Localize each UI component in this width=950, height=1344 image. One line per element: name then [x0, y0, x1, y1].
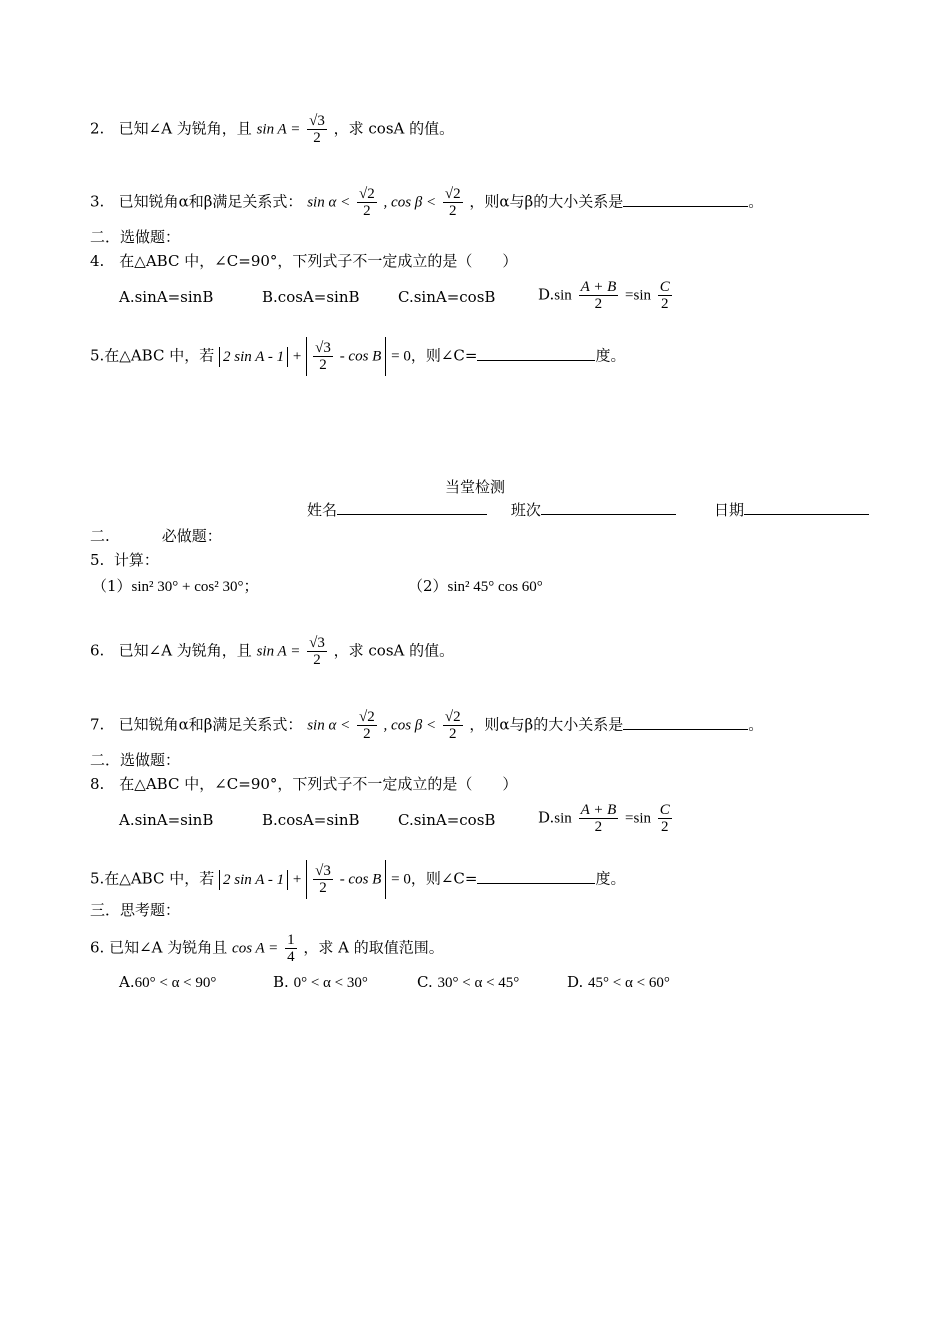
q3-frac1-den: 2: [357, 202, 377, 219]
section-required-text: 必做题：: [161, 527, 222, 545]
q6b-optA-expr: 60° < α < 90°: [134, 975, 217, 991]
q4-optD-den2: 2: [658, 295, 672, 312]
question-2: [90, 113, 454, 146]
q3-end: 。: [748, 192, 764, 211]
q6b-optD-expr: 45° < α < 60°: [588, 975, 670, 991]
q6b-option-a[interactable]: [119, 972, 216, 993]
q7-frac1-num: 2: [367, 709, 375, 725]
q6b-optC-expr: 30° < α < 45°: [437, 975, 520, 991]
q2-frac-den: 2: [307, 129, 327, 146]
q6b-optB-expr: 0° < α < 30°: [293, 975, 368, 991]
page-title: 当堂检测: [444, 478, 505, 496]
q6b-optC-label: C.: [417, 973, 433, 991]
q5a-answer-blank[interactable]: [477, 346, 595, 361]
q2-prefix: 已知∠A 为锐角，且: [118, 119, 252, 138]
q3-frac1-num: 2: [367, 186, 375, 202]
q5c-prefix: 5.在△ABC 中，若: [90, 869, 215, 888]
q4-optD-sin: sin: [554, 287, 572, 304]
calc1-label: （1）: [92, 577, 132, 595]
calc2-label: （2）: [408, 577, 448, 595]
q2-frac-num: 3: [317, 113, 325, 129]
q7-expr1: sin α <: [307, 717, 351, 734]
q5c-answer-blank[interactable]: [477, 869, 595, 884]
q6-suffix: ，求 cosA 的值。: [333, 641, 455, 660]
q6-fraction: $\frac{√3}{2}$: [309, 635, 325, 668]
calc-1: [92, 576, 259, 597]
q6b-optA-label: A.: [119, 973, 135, 991]
q7-suffix: ，则α与β的大小关系是: [469, 715, 624, 734]
q5a-frac-num: 3: [323, 340, 331, 356]
question-8: 8. 在△ABC 中，∠C=90°，下列式子不一定成立的是（ ）: [90, 775, 518, 793]
q8-optD-den: 2: [579, 818, 619, 835]
q3-expr1: sin α <: [307, 194, 351, 211]
q6b-optD-label: D.: [567, 973, 584, 991]
q2-suffix: ，求 cosA 的值。: [333, 119, 455, 138]
q6b-optB-label: B.: [273, 973, 289, 991]
question-5-calc: [90, 550, 159, 570]
q3-frac2-num: 2: [453, 186, 461, 202]
q5a-plus: +: [292, 348, 302, 365]
q4-option-c[interactable]: C.sinA=cosB: [398, 288, 496, 306]
q5c-end: 度。: [595, 869, 626, 888]
q2-fraction: $\frac{√3}{2}$: [309, 113, 325, 146]
q8-optD-num2: C: [659, 802, 670, 818]
q6b-option-b[interactable]: [273, 972, 368, 993]
q5c-plus: +: [292, 871, 302, 888]
q6-lhs: sin A =: [256, 643, 301, 660]
q6b-option-d[interactable]: [567, 972, 670, 993]
q4-optD-eq: =sin: [625, 287, 651, 304]
class-field[interactable]: [541, 500, 676, 515]
q4-optD-num: A + B: [580, 279, 617, 295]
q6-number: 6.: [90, 641, 105, 660]
q8-option-a[interactable]: A.sinA=sinB: [119, 811, 214, 829]
q8-optD-sin: sin: [554, 810, 572, 827]
q7-fraction-2: $\frac{√2}{2}$: [444, 709, 461, 742]
q3-fraction-1: $\frac{√2}{2}$: [359, 186, 375, 219]
q5b-text: 计算：: [113, 551, 159, 569]
q6b-fraction: [285, 932, 297, 965]
q8-option-c[interactable]: C.sinA=cosB: [398, 811, 496, 829]
class-label: 班次: [510, 501, 541, 519]
q5a-prefix: 5.在△ABC 中，若: [90, 346, 215, 365]
q6b-suffix: ，求 A 的取值范围。: [303, 938, 444, 957]
q8-optD-label: D.: [538, 808, 555, 827]
q6-prefix: 已知∠A 为锐角，且: [118, 641, 252, 660]
q4-optD-num2: C: [659, 279, 670, 295]
question-6: [90, 635, 454, 668]
q3-fraction-2: $\frac{√2}{2}$: [444, 186, 461, 219]
date-field[interactable]: [744, 500, 869, 515]
q6-frac-num: 3: [317, 635, 325, 651]
q7-frac2-num: 2: [453, 709, 461, 725]
q7-expr2: , cos β <: [383, 717, 437, 734]
question-7: [90, 709, 763, 742]
name-field[interactable]: [337, 500, 487, 515]
q5c-suffix: ，则∠C=: [410, 869, 478, 888]
q4-option-b[interactable]: B.cosA=sinB: [262, 288, 360, 306]
q4-option-d[interactable]: [538, 279, 674, 312]
q8-optD-frac: [579, 802, 619, 835]
q5c-abs-2: $\frac{√3}{2}$ - cos B: [306, 860, 386, 899]
q7-frac1-den: 2: [357, 725, 377, 742]
q6-frac-den: 2: [307, 651, 327, 668]
q5a-suffix: ，则∠C=: [410, 346, 478, 365]
q2-lhs: sin A =: [256, 121, 301, 138]
q3-answer-blank[interactable]: [623, 192, 748, 207]
calc1-expr: sin² 30° + cos² 30°；: [131, 579, 259, 595]
q7-frac2-den: 2: [443, 725, 463, 742]
q8-option-b[interactable]: B.cosA=sinB: [262, 811, 360, 829]
q6b-lhs: cos A =: [232, 940, 279, 957]
q7-end: 。: [748, 715, 764, 734]
q8-optD-den2: 2: [658, 818, 672, 835]
q6b-frac-num: 1: [287, 932, 295, 948]
q5c-eq: = 0: [391, 871, 411, 888]
q2-number: 2.: [90, 119, 105, 138]
q6b-option-c[interactable]: [417, 972, 519, 993]
section-elective-2: 二．选做题：: [90, 751, 181, 769]
q5a-abs-2: $\frac{√3}{2}$ - cos B: [306, 337, 386, 376]
question-3: [90, 186, 763, 219]
date-label: 日期: [714, 501, 745, 519]
q3-suffix: ，则α与β的大小关系是: [469, 192, 624, 211]
q4-option-a[interactable]: A.sinA=sinB: [119, 288, 214, 306]
q7-number: 7.: [90, 715, 105, 734]
q5c-frac-den: 2: [313, 879, 333, 896]
q5b-number: 5.: [90, 551, 105, 569]
q8-optD-eq: =sin: [625, 810, 651, 827]
q3-expr2: , cos β <: [383, 194, 437, 211]
section-required-label: 二.: [90, 527, 110, 545]
q7-answer-blank[interactable]: [623, 715, 748, 730]
q5c-minus: - cos B: [339, 871, 382, 888]
name-label: 姓名: [307, 501, 338, 519]
section-thinking: 三．思考题：: [90, 901, 181, 919]
question-4: 4. 在△ABC 中，∠C=90°，下列式子不一定成立的是（ ）: [90, 252, 518, 270]
q8-option-d[interactable]: [538, 802, 674, 835]
q7-prefix: 已知锐角α和β满足关系式：: [118, 715, 303, 734]
q5a-end: 度。: [595, 346, 626, 365]
section-elective-1: 二．选做题：: [90, 228, 181, 246]
q4-optD-frac: [579, 279, 619, 312]
q6b-prefix: 6. 已知∠A 为锐角且: [90, 938, 228, 957]
question-5-first: [90, 337, 625, 376]
q4-optD-frac2: [658, 279, 672, 312]
q8-optD-num: A + B: [580, 802, 617, 818]
q6b-frac-den: 4: [287, 949, 295, 965]
q5a-minus: - cos B: [339, 348, 382, 365]
question-6-thinking: [90, 932, 444, 965]
q7-fraction-1: $\frac{√2}{2}$: [359, 709, 375, 742]
q5c-frac-num: 3: [323, 863, 331, 879]
q3-number: 3.: [90, 192, 105, 211]
q4-optD-den: 2: [579, 295, 619, 312]
q5a-abs-1: 2 sin A - 1: [219, 347, 288, 367]
q8-optD-frac2: [658, 802, 672, 835]
question-5-second: [90, 860, 625, 899]
student-header: [307, 500, 869, 520]
calc2-expr: sin² 45° cos 60°: [447, 579, 543, 595]
section-required: [90, 526, 222, 546]
q5c-abs-1: 2 sin A - 1: [219, 870, 288, 890]
q5a-frac-den: 2: [313, 356, 333, 373]
q5a-eq: = 0: [391, 348, 411, 365]
q3-prefix: 已知锐角α和β满足关系式：: [118, 192, 303, 211]
calc-2: [408, 576, 543, 597]
q3-frac2-den: 2: [443, 202, 463, 219]
q4-optD-label: D.: [538, 285, 555, 304]
